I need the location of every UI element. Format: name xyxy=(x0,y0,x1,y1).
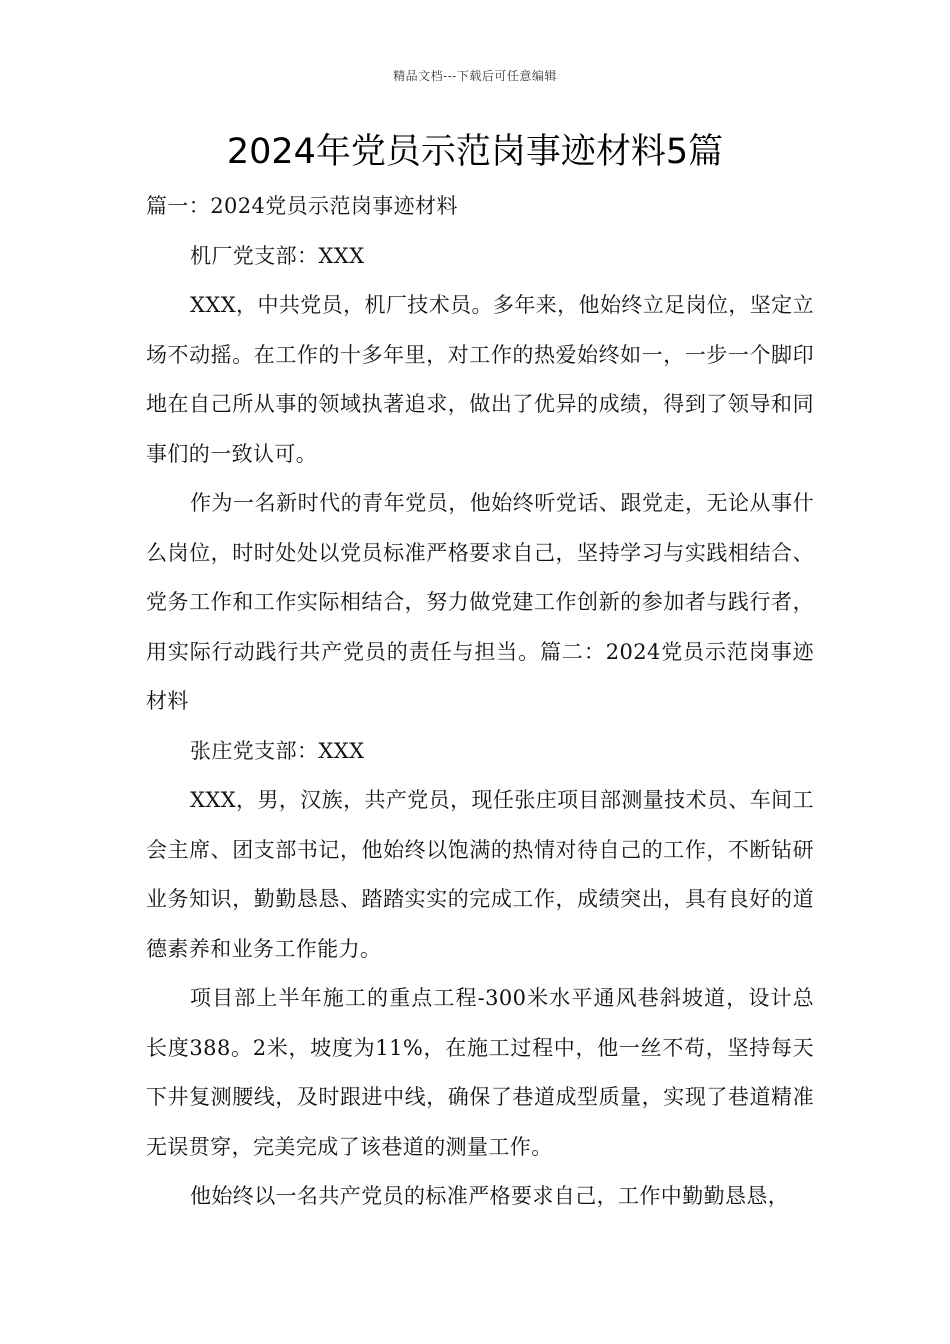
document-title: 2024年党员示范岗事迹材料5篇 xyxy=(226,132,724,172)
document-body xyxy=(146,182,814,1222)
section-heading: 篇一：2024党员示范岗事迹材料 xyxy=(146,194,458,218)
author-line: 张庄党支部：XXX xyxy=(190,738,365,763)
page-header-note: 精品文档---下载后可任意编辑 xyxy=(393,69,557,83)
paragraph: 项目部上半年施工的重点工程-300米水平通风巷斜坡道，设计总长度388。2米，坡度为11%，在施工过程中，他一丝不苟，坚持每天下井复测腰线，及时跟进中线，确保了巷道成型质量，实现了巷道精准无误贯穿，完美完成了该巷道的测量工作。 xyxy=(146,986,814,1159)
paragraph: XXX，中共党员，机厂技术员。多年来，他始终立足岗位，坚定立场不动摇。在工作的十多年里，对工作的热爱始终如一，一步一个脚印地在自己所从事的领域执著追求，做出了优异的成绩，得到了领导和同事们的一致认可。 xyxy=(146,293,814,466)
paragraph: 作为一名新时代的青年党员，他始终听党话、跟党走，无论从事什么岗位，时时处处以党员标准严格要求自己，坚持学习与实践相结合、党务工作和工作实际相结合，努力做党建工作创新的参加者与践行者，用实际行动践行共产党员的责任与担当。篇二：2024党员示范岗事迹材料 xyxy=(146,491,814,713)
paragraph: 他始终以一名共产党员的标准严格要求自己，工作中勤勤恳恳， xyxy=(190,1184,790,1208)
author-line: 机厂党支部：XXX xyxy=(190,243,365,268)
paragraph: XXX，男，汉族，共产党员，现任张庄项目部测量技术员、车间工会主席、团支部书记，他始终以饱满的热情对待自己的工作，不断钻研业务知识，勤勤恳恳、踏踏实实的完成工作，成绩突出，具有良好的道德素养和业务工作能力。 xyxy=(146,788,814,961)
